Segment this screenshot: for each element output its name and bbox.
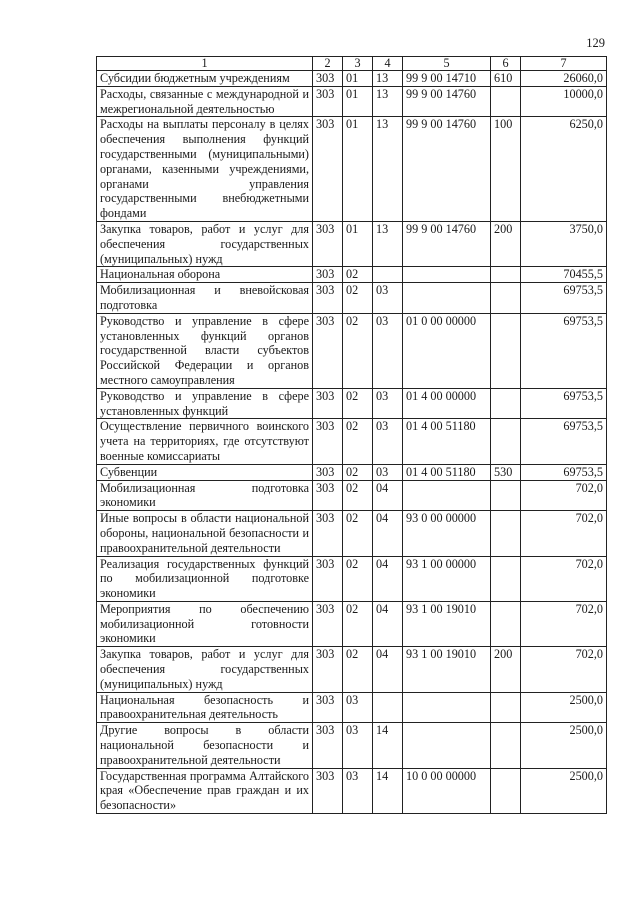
subsection-code: 03 (373, 464, 403, 480)
table-row (97, 464, 607, 480)
section-code: 02 (343, 283, 373, 314)
target-article-code: 01 4 00 51180 (403, 419, 491, 464)
expense-type-code (491, 601, 521, 646)
expense-type-code (491, 419, 521, 464)
item-name: Субсидии бюджетным учреждениям (97, 71, 313, 87)
subsection-code: 03 (373, 388, 403, 419)
budget-table (96, 56, 607, 814)
expense-type-code (491, 267, 521, 283)
expense-type-code (491, 480, 521, 511)
section-code: 01 (343, 71, 373, 87)
subsection-code: 03 (373, 419, 403, 464)
subsection-code: 03 (373, 283, 403, 314)
column-header: 7 (521, 57, 607, 71)
amount-value: 10000,0 (521, 86, 607, 117)
table-row (97, 419, 607, 464)
item-name: Руководство и управление в сфере установленных функций органов государственной власти субъектов Российской Федерации и органов местного самоуправления (97, 313, 313, 388)
item-name: Расходы на выплаты персоналу в целях обеспечения выполнения функций государственными (муниципальными) органами, казенными учреждениями, органами управления государственными внебюджетными фондами (97, 117, 313, 222)
section-code: 02 (343, 556, 373, 601)
subsection-code: 03 (373, 313, 403, 388)
subsection-code: 13 (373, 221, 403, 266)
amount-value: 6250,0 (521, 117, 607, 222)
amount-value: 69753,5 (521, 464, 607, 480)
target-article-code: 93 1 00 19010 (403, 647, 491, 692)
table-row (97, 221, 607, 266)
section-code: 02 (343, 647, 373, 692)
admin-code: 303 (313, 556, 343, 601)
table-row (97, 117, 607, 222)
table-row (97, 388, 607, 419)
expense-type-code: 200 (491, 221, 521, 266)
amount-value: 2500,0 (521, 723, 607, 768)
amount-value: 69753,5 (521, 419, 607, 464)
subsection-code: 04 (373, 511, 403, 556)
expense-type-code (491, 768, 521, 813)
target-article-code: 01 4 00 51180 (403, 464, 491, 480)
table-row (97, 692, 607, 723)
target-article-code: 99 9 00 14760 (403, 117, 491, 222)
target-article-code: 93 0 00 00000 (403, 511, 491, 556)
section-code: 03 (343, 768, 373, 813)
item-name: Национальная безопасность и правоохранительная деятельность (97, 692, 313, 723)
table-row (97, 556, 607, 601)
admin-code: 303 (313, 283, 343, 314)
expense-type-code (491, 556, 521, 601)
subsection-code: 13 (373, 117, 403, 222)
subsection-code: 13 (373, 71, 403, 87)
section-code: 02 (343, 480, 373, 511)
table-body (97, 57, 607, 814)
amount-value: 702,0 (521, 556, 607, 601)
admin-code: 303 (313, 511, 343, 556)
section-code: 02 (343, 464, 373, 480)
column-header: 6 (491, 57, 521, 71)
admin-code: 303 (313, 480, 343, 511)
subsection-code (373, 267, 403, 283)
subsection-code: 04 (373, 480, 403, 511)
expense-type-code (491, 86, 521, 117)
expense-type-code (491, 692, 521, 723)
admin-code: 303 (313, 313, 343, 388)
table-row (97, 647, 607, 692)
target-article-code (403, 480, 491, 511)
amount-value: 702,0 (521, 480, 607, 511)
admin-code: 303 (313, 768, 343, 813)
table-row (97, 283, 607, 314)
admin-code: 303 (313, 692, 343, 723)
item-name: Закупка товаров, работ и услуг для обеспечения государственных (муниципальных) нужд (97, 647, 313, 692)
table-row (97, 511, 607, 556)
subsection-code: 14 (373, 768, 403, 813)
item-name: Закупка товаров, работ и услуг для обеспечения государственных (муниципальных) нужд (97, 221, 313, 266)
subsection-code: 04 (373, 601, 403, 646)
expense-type-code: 200 (491, 647, 521, 692)
admin-code: 303 (313, 601, 343, 646)
table-header-row (97, 57, 607, 71)
admin-code: 303 (313, 723, 343, 768)
amount-value: 702,0 (521, 601, 607, 646)
expense-type-code (491, 723, 521, 768)
item-name: Мобилизационная подготовка экономики (97, 480, 313, 511)
item-name: Иные вопросы в области национальной обороны, национальной безопасности и правоохранительной деятельности (97, 511, 313, 556)
target-article-code: 93 1 00 00000 (403, 556, 491, 601)
admin-code: 303 (313, 419, 343, 464)
table-row (97, 71, 607, 87)
item-name: Мероприятия по обеспечению мобилизационной готовности экономики (97, 601, 313, 646)
admin-code: 303 (313, 464, 343, 480)
expense-type-code: 100 (491, 117, 521, 222)
admin-code: 303 (313, 86, 343, 117)
table-row (97, 86, 607, 117)
item-name: Национальная оборона (97, 267, 313, 283)
target-article-code (403, 283, 491, 314)
target-article-code: 99 9 00 14710 (403, 71, 491, 87)
admin-code: 303 (313, 647, 343, 692)
target-article-code (403, 723, 491, 768)
amount-value: 69753,5 (521, 313, 607, 388)
amount-value: 2500,0 (521, 692, 607, 723)
table-row (97, 768, 607, 813)
table-row (97, 267, 607, 283)
column-header: 1 (97, 57, 313, 71)
item-name: Другие вопросы в области национальной безопасности и правоохранительной деятельности (97, 723, 313, 768)
target-article-code: 99 9 00 14760 (403, 86, 491, 117)
admin-code: 303 (313, 117, 343, 222)
column-header: 4 (373, 57, 403, 71)
subsection-code: 04 (373, 556, 403, 601)
amount-value: 69753,5 (521, 388, 607, 419)
item-name: Руководство и управление в сфере установленных функций (97, 388, 313, 419)
section-code: 02 (343, 419, 373, 464)
subsection-code: 04 (373, 647, 403, 692)
admin-code: 303 (313, 267, 343, 283)
item-name: Расходы, связанные с международной и межрегиональной деятельностью (97, 86, 313, 117)
expense-type-code (491, 388, 521, 419)
section-code: 01 (343, 117, 373, 222)
subsection-code: 13 (373, 86, 403, 117)
table-row (97, 723, 607, 768)
item-name: Субвенции (97, 464, 313, 480)
page-number: 129 (586, 36, 605, 50)
admin-code: 303 (313, 71, 343, 87)
section-code: 02 (343, 388, 373, 419)
subsection-code (373, 692, 403, 723)
table-row (97, 480, 607, 511)
section-code: 02 (343, 601, 373, 646)
target-article-code: 99 9 00 14760 (403, 221, 491, 266)
target-article-code (403, 692, 491, 723)
admin-code: 303 (313, 221, 343, 266)
expense-type-code (491, 313, 521, 388)
section-code: 02 (343, 267, 373, 283)
target-article-code: 01 0 00 00000 (403, 313, 491, 388)
column-header: 2 (313, 57, 343, 71)
expense-type-code: 610 (491, 71, 521, 87)
amount-value: 26060,0 (521, 71, 607, 87)
section-code: 03 (343, 692, 373, 723)
section-code: 01 (343, 86, 373, 117)
admin-code: 303 (313, 388, 343, 419)
amount-value: 69753,5 (521, 283, 607, 314)
target-article-code: 01 4 00 00000 (403, 388, 491, 419)
target-article-code (403, 267, 491, 283)
item-name: Реализация государственных функций по мобилизационной подготовке экономики (97, 556, 313, 601)
column-header: 3 (343, 57, 373, 71)
section-code: 03 (343, 723, 373, 768)
item-name: Мобилизационная и вневойсковая подготовка (97, 283, 313, 314)
table-row (97, 313, 607, 388)
expense-type-code (491, 283, 521, 314)
amount-value: 2500,0 (521, 768, 607, 813)
expense-type-code: 530 (491, 464, 521, 480)
section-code: 01 (343, 221, 373, 266)
target-article-code: 93 1 00 19010 (403, 601, 491, 646)
amount-value: 702,0 (521, 647, 607, 692)
target-article-code: 10 0 00 00000 (403, 768, 491, 813)
amount-value: 702,0 (521, 511, 607, 556)
amount-value: 70455,5 (521, 267, 607, 283)
table-row (97, 601, 607, 646)
section-code: 02 (343, 511, 373, 556)
expense-type-code (491, 511, 521, 556)
column-header: 5 (403, 57, 491, 71)
item-name: Государственная программа Алтайского края «Обеспечение прав граждан и их безопасности» (97, 768, 313, 813)
subsection-code: 14 (373, 723, 403, 768)
section-code: 02 (343, 313, 373, 388)
item-name: Осуществление первичного воинского учета на территориях, где отсутствуют военные комиссариаты (97, 419, 313, 464)
amount-value: 3750,0 (521, 221, 607, 266)
